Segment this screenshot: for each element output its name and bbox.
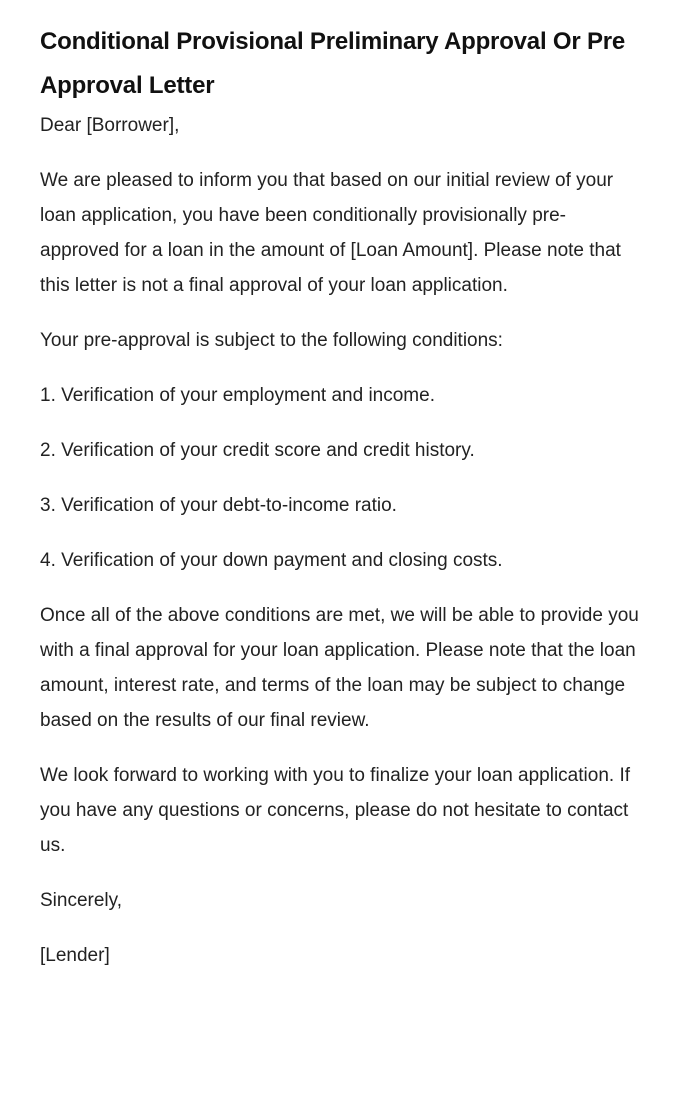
conditions-intro: Your pre-approval is subject to the following conditions:	[40, 330, 503, 351]
intro-paragraph: We are pleased to inform you that based on our initial review of your loan application, you have been conditionally provisionally pre-approved for a loan in the amount of [Loan Amount]. Please note that this letter is not a final approval of your loan application.	[40, 170, 621, 296]
condition-item: 1. Verification of your employment and income.	[40, 385, 435, 406]
condition-item: 3. Verification of your debt-to-income ratio.	[40, 495, 397, 516]
condition-item: 4. Verification of your down payment and closing costs.	[40, 550, 503, 571]
sign-off: Sincerely,	[40, 890, 123, 911]
final-approval-paragraph: Once all of the above conditions are met, we will be able to provide you with a final approval for your loan application. Please note that the loan amount, interest rate, and terms of the loan may be subject to change based on the results of our final review.	[40, 605, 639, 731]
letter-title: Conditional Provisional Preliminary Approval Or Pre Approval Letter	[40, 28, 626, 99]
salutation: Dear [Borrower],	[40, 115, 180, 136]
signature: [Lender]	[40, 945, 110, 966]
condition-item: 2. Verification of your credit score and credit history.	[40, 440, 475, 461]
closing-remark-paragraph: We look forward to working with you to finalize your loan application. If you have any questions or concerns, please do not hesitate to contact us.	[40, 765, 631, 856]
